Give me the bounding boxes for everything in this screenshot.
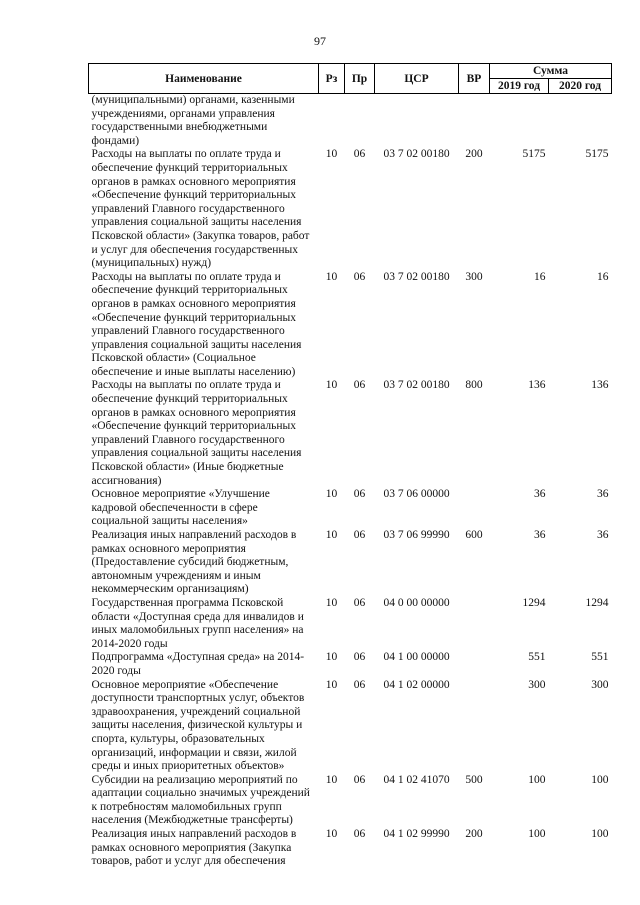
cell-csr: 04 1 02 41070 xyxy=(383,773,450,786)
cell-csr: 03 7 06 99990 xyxy=(383,529,450,541)
cell-rz: 10 xyxy=(325,828,338,841)
cell-sum-2020: 300 xyxy=(591,678,609,691)
cell-sum-2020: 551 xyxy=(591,651,609,664)
cell-sum-2019: 1294 xyxy=(522,596,546,609)
table-row xyxy=(89,379,612,488)
cell-rz: 10 xyxy=(325,379,338,392)
cell-csr: 04 0 00 00000 xyxy=(383,596,450,609)
page-number: 97 xyxy=(314,34,326,48)
cell-vr xyxy=(459,651,490,678)
cell-sum-2020: 1294 xyxy=(585,596,609,609)
cell-rz xyxy=(319,94,345,149)
cell-pr: 06 xyxy=(353,529,366,541)
cell-name: Реализация иных направлений расходов в рамках основного мероприятия (Предоставление субсидий бюджетным, автономным учреждениям и иным некоммерческим организациям) xyxy=(91,529,297,596)
cell-sum-2020 xyxy=(549,94,612,149)
cell-pr: 06 xyxy=(353,596,366,609)
cell-sum-2020: 100 xyxy=(591,828,609,841)
cell-vr: 200 xyxy=(465,828,483,841)
cell-csr: 03 7 02 00180 xyxy=(383,148,450,161)
cell-sum-2019: 100 xyxy=(528,828,546,841)
cell-rz: 10 xyxy=(325,270,338,283)
header-rz: Рз xyxy=(319,64,345,94)
cell-pr: 06 xyxy=(353,773,366,786)
cell-vr: 800 xyxy=(465,379,483,392)
cell-name: Основное мероприятие «Обеспечение доступности транспортных услуг, объектов здравоохранения, учреждений социальной защиты населения, физической культуры и спорта, культуры, образовательных организаций, информации и связи, жилой среды и иных приоритетных объектов» xyxy=(91,678,305,773)
budget-table xyxy=(88,63,612,869)
cell-vr xyxy=(459,94,490,149)
cell-sum-2019: 100 xyxy=(528,773,546,786)
cell-sum-2020: 36 xyxy=(597,488,609,501)
cell-rz: 10 xyxy=(325,773,338,786)
cell-pr: 06 xyxy=(353,148,366,161)
cell-sum-2019: 300 xyxy=(528,678,546,691)
table-row xyxy=(89,94,612,149)
cell-sum-2019: 551 xyxy=(528,651,546,664)
table-row xyxy=(89,529,612,597)
cell-sum-2019 xyxy=(490,94,549,149)
table-row xyxy=(89,271,612,380)
cell-vr: 500 xyxy=(465,773,483,786)
table-row xyxy=(89,148,612,270)
cell-sum-2020: 16 xyxy=(597,270,609,283)
table-row xyxy=(89,651,612,678)
cell-vr xyxy=(459,597,490,651)
cell-sum-2019: 36 xyxy=(534,529,546,541)
table-header xyxy=(89,64,612,94)
cell-rz: 10 xyxy=(325,529,338,541)
table-row xyxy=(89,597,612,651)
cell-sum-2019: 16 xyxy=(534,270,546,283)
cell-csr: 03 7 02 00180 xyxy=(383,270,450,283)
cell-name: Расходы на выплаты по оплате труда и обеспечение функций территориальных органов в рамках основного мероприятия «Обеспечение функций территориальных управлений Главного государственного управления социальной защиты населения Псковской области» (Закупка товаров, работ и услуг для обеспечения государственных (муниципальных) нужд) xyxy=(91,148,310,270)
cell-pr: 06 xyxy=(353,270,366,283)
cell-sum-2019: 36 xyxy=(534,488,546,501)
cell-name: Подпрограмма «Доступная среда» на 2014-2020 годы xyxy=(91,651,305,677)
cell-pr: 06 xyxy=(353,678,366,691)
cell-rz: 10 xyxy=(325,678,338,691)
cell-vr xyxy=(459,679,490,774)
header-year-2019: 2019 год xyxy=(490,79,549,94)
table-row xyxy=(89,828,612,869)
cell-pr: 06 xyxy=(353,488,366,501)
cell-name: Расходы на выплаты по оплате труда и обеспечение функций территориальных органов в рамках основного мероприятия «Обеспечение функций территориальных управлений Главного государственного управления социальной защиты населения Псковской области» (Иные бюджетные ассигнования) xyxy=(91,379,302,487)
cell-csr xyxy=(375,94,459,149)
cell-pr: 06 xyxy=(353,828,366,841)
cell-name: Расходы на выплаты по оплате труда и обеспечение функций территориальных органов в рамках основного мероприятия «Обеспечение функций территориальных управлений Главного государственного управления социальной защиты населения Псковской области» (Социальное обеспечение и иные выплаты населению) xyxy=(91,270,302,378)
cell-name: Основное мероприятие «Улучшение кадровой обеспеченности в сфере социальной защиты населения» xyxy=(91,488,270,528)
cell-csr: 04 1 00 00000 xyxy=(383,651,450,664)
cell-name: Государственная программа Псковской области «Доступная среда для инвалидов и иных маломобильных групп населения» на 2014-2020 годы xyxy=(91,596,304,650)
table-row xyxy=(89,679,612,774)
cell-pr: 06 xyxy=(353,651,366,664)
cell-pr: 06 xyxy=(353,379,366,392)
cell-csr: 04 1 02 00000 xyxy=(383,678,450,691)
cell-rz: 10 xyxy=(325,596,338,609)
cell-rz: 10 xyxy=(325,148,338,161)
table-row xyxy=(89,774,612,828)
table-body xyxy=(89,94,612,869)
cell-vr: 600 xyxy=(465,529,483,541)
cell-sum-2020: 100 xyxy=(591,773,609,786)
cell-sum-2020: 36 xyxy=(597,529,609,541)
cell-pr xyxy=(345,94,375,149)
header-csr: ЦСР xyxy=(375,64,459,94)
header-vr: ВР xyxy=(459,64,490,94)
header-name: Наименование xyxy=(89,64,319,94)
cell-sum-2020: 136 xyxy=(591,379,609,392)
cell-rz: 10 xyxy=(325,651,338,664)
cell-vr: 300 xyxy=(465,270,483,283)
table-row xyxy=(89,488,612,529)
cell-vr xyxy=(459,488,490,529)
header-pr: Пр xyxy=(345,64,375,94)
cell-sum-2019: 5175 xyxy=(522,148,546,161)
header-year-2020: 2020 год xyxy=(549,79,612,94)
cell-name: Реализация иных направлений расходов в рамках основного мероприятия (Закупка товаров, работ и услуг для обеспечения xyxy=(91,828,297,868)
cell-sum-2020: 5175 xyxy=(585,148,609,161)
header-sum: Сумма xyxy=(490,64,612,79)
cell-sum-2019: 136 xyxy=(528,379,546,392)
cell-name: (муниципальными) органами, казенными учреждениями, органами управления государственными внебюджетными фондами) xyxy=(91,94,295,147)
cell-csr: 03 7 06 00000 xyxy=(383,488,450,501)
cell-name: Субсидии на реализацию мероприятий по адаптации социально значимых учреждений к потребностям маломобильных групп населения (Межбюджетные трансферты) xyxy=(91,773,310,827)
cell-vr: 200 xyxy=(465,148,483,161)
cell-rz: 10 xyxy=(325,488,338,501)
cell-csr: 04 1 02 99990 xyxy=(383,828,450,841)
cell-csr: 03 7 02 00180 xyxy=(383,379,450,392)
